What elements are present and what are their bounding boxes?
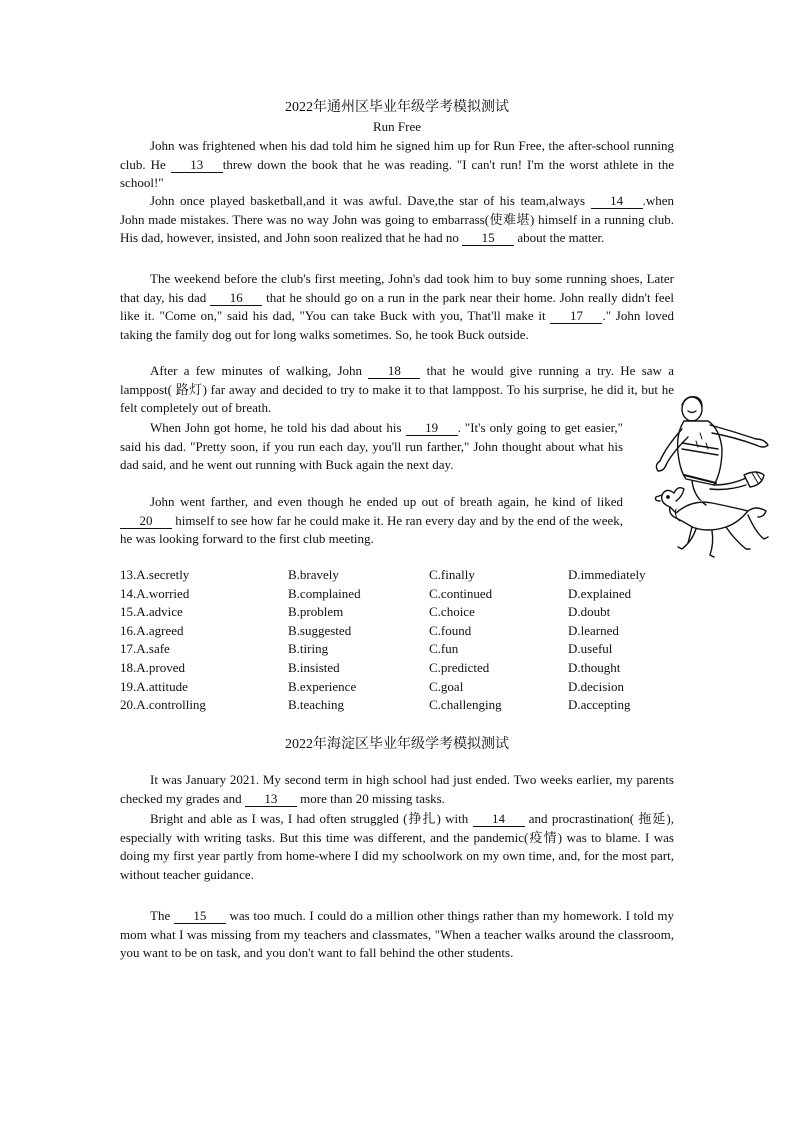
- option-c[interactable]: C.choice: [429, 604, 475, 620]
- s1-paragraph-4: [120, 362, 674, 418]
- boy-and-dog-illustration: [652, 393, 774, 563]
- option-b[interactable]: B.experience: [288, 678, 357, 694]
- blank-15[interactable]: 15: [462, 230, 514, 246]
- blank-14[interactable]: 14: [473, 811, 525, 827]
- text: . "It's only going to get easier," said his dad. "Pretty soon, if you run each day, you'll run farther," John thought about what his dad said, and he went out running with Buck again the next day.: [120, 420, 623, 473]
- text: John was frightened when his dad told him he signed him up for Run Free, the after-school running club. He: [120, 138, 674, 172]
- option-c[interactable]: C.found: [429, 622, 472, 638]
- option-row-14: [120, 585, 680, 604]
- option-d[interactable]: D.learned: [568, 622, 619, 638]
- option-a[interactable]: 19.A.attitude: [120, 678, 188, 694]
- text: The weekend before the club's first meeting, John's dad took him to buy some running shoes, Later that day, his dad: [120, 271, 674, 305]
- option-c[interactable]: C.finally: [429, 567, 475, 582]
- option-a[interactable]: 20.A.controlling: [120, 697, 206, 713]
- option-a[interactable]: 15.A.advice: [120, 604, 183, 620]
- blank-14[interactable]: 14: [591, 193, 643, 209]
- s1-paragraph-3: [120, 270, 674, 344]
- text: that he would give running a try. He saw a lamppost( 路灯) far away and decided to try to make it to that lamppost. To his surprise, he did it, but he felt completely out of breath.: [120, 363, 674, 416]
- text: Bright and able as I was, I had often struggled (挣扎) with: [150, 811, 473, 826]
- option-d[interactable]: D.immediately: [568, 567, 646, 582]
- option-row-17: [120, 640, 680, 659]
- option-d[interactable]: D.thought: [568, 659, 621, 675]
- section1-subtitle: Run Free: [372, 119, 422, 134]
- option-row-18: [120, 659, 680, 678]
- option-d[interactable]: D.explained: [568, 585, 632, 601]
- option-row-15: [120, 603, 680, 622]
- text: and procrastination( 拖延), especially with writing tasks. But this time was different, and the pandemic(疫情) was to blame. I was doing my first year partly from home-where I did my schoolwork on my own time, and, for the most part, without teacher guidance.: [120, 811, 675, 882]
- text: It was January 2021. My second term in high school had just ended. Two weeks earlier, my parents checked my grades and: [120, 772, 674, 806]
- s2-paragraph-3: [120, 907, 674, 963]
- option-b[interactable]: B.tiring: [288, 641, 329, 657]
- blank-19[interactable]: 19: [406, 420, 458, 436]
- option-a[interactable]: 14.A.worried: [120, 585, 190, 601]
- option-b[interactable]: B.problem: [288, 604, 344, 620]
- option-c[interactable]: C.fun: [429, 641, 459, 657]
- text: more than 20 missing tasks.: [296, 790, 445, 806]
- text: John went farther, and even though he ended up out of breath again, he kind of liked: [150, 494, 623, 509]
- s1-paragraph-1: [120, 137, 674, 193]
- blank-17[interactable]: 17: [550, 308, 602, 324]
- text: When John got home, he told his dad about his: [150, 420, 406, 435]
- option-c[interactable]: C.predicted: [429, 659, 490, 675]
- section1-title: 2022年通州区毕业年级学考模拟测试: [285, 100, 509, 115]
- blank-20[interactable]: 20: [120, 513, 172, 529]
- option-b[interactable]: B.complained: [288, 585, 361, 601]
- section2-title: 2022年海淀区毕业年级学考模拟测试: [285, 737, 509, 752]
- option-row-20: [120, 696, 680, 715]
- option-a[interactable]: 13.A.secretly: [120, 567, 190, 582]
- option-b[interactable]: B.bravely: [288, 567, 339, 582]
- text: After a few minutes of walking, John: [150, 363, 369, 378]
- s1-paragraph-6: [120, 493, 623, 549]
- blank-15[interactable]: 15: [174, 908, 226, 924]
- blank-18[interactable]: 18: [368, 363, 420, 379]
- option-d[interactable]: D.useful: [568, 641, 613, 657]
- option-d[interactable]: D.doubt: [568, 604, 611, 620]
- option-row-13: [120, 566, 680, 585]
- options-table: [120, 566, 680, 715]
- text: ." John loved taking the family dog out for long walks sometimes. So, he took Buck outside.: [120, 308, 674, 342]
- text: that he should go on a run in the park near their home. John really didn't feel like it. "Come on," said his dad, "You can take Buck with you, That'll make it: [120, 289, 674, 324]
- text: himself to see how far he could make it. He ran every day and by the end of the week, he was looking forward to the first club meeting.: [120, 512, 623, 547]
- option-row-19: [120, 678, 680, 697]
- option-b[interactable]: B.insisted: [288, 659, 340, 675]
- text: .when John made mistakes. There was no way John was going to embarrass(使难堪) himself in a running club. His dad, however, insisted, and John soon realized that he had no: [120, 193, 674, 246]
- option-d[interactable]: D.accepting: [568, 697, 631, 713]
- s2-paragraph-1: [120, 771, 674, 808]
- text: The: [150, 908, 174, 923]
- s1-paragraph-2: [120, 192, 674, 248]
- text: threw down the book that he was reading. "I can't run! I'm the worst athlete in the school!": [120, 156, 675, 191]
- option-d[interactable]: D.decision: [568, 678, 624, 694]
- text: was too much. I could do a million other things rather than my homework. I told my mom what I was missing from my teachers and classmates, "When a teacher walks around the classroom, you want to be on task, and you don't want to fall behind the other students.: [120, 908, 675, 961]
- option-b[interactable]: B.teaching: [288, 697, 344, 713]
- option-a[interactable]: 17.A.safe: [120, 641, 170, 657]
- s1-paragraph-5: [120, 419, 623, 475]
- option-c[interactable]: C.goal: [429, 678, 464, 694]
- option-c[interactable]: C.continued: [429, 585, 493, 601]
- text: about the matter.: [514, 230, 605, 246]
- blank-16[interactable]: 16: [210, 290, 262, 306]
- option-c[interactable]: C.challenging: [429, 697, 502, 713]
- option-b[interactable]: B.suggested: [288, 622, 352, 638]
- text: John once played basketball,and it was awful. Dave,the star of his team,always: [150, 193, 591, 208]
- option-row-16: [120, 622, 680, 641]
- option-a[interactable]: 18.A.proved: [120, 659, 185, 675]
- blank-13[interactable]: 13: [171, 157, 223, 173]
- option-a[interactable]: 16.A.agreed: [120, 622, 184, 638]
- s2-paragraph-2: [120, 810, 674, 884]
- blank-13[interactable]: 13: [245, 791, 297, 807]
